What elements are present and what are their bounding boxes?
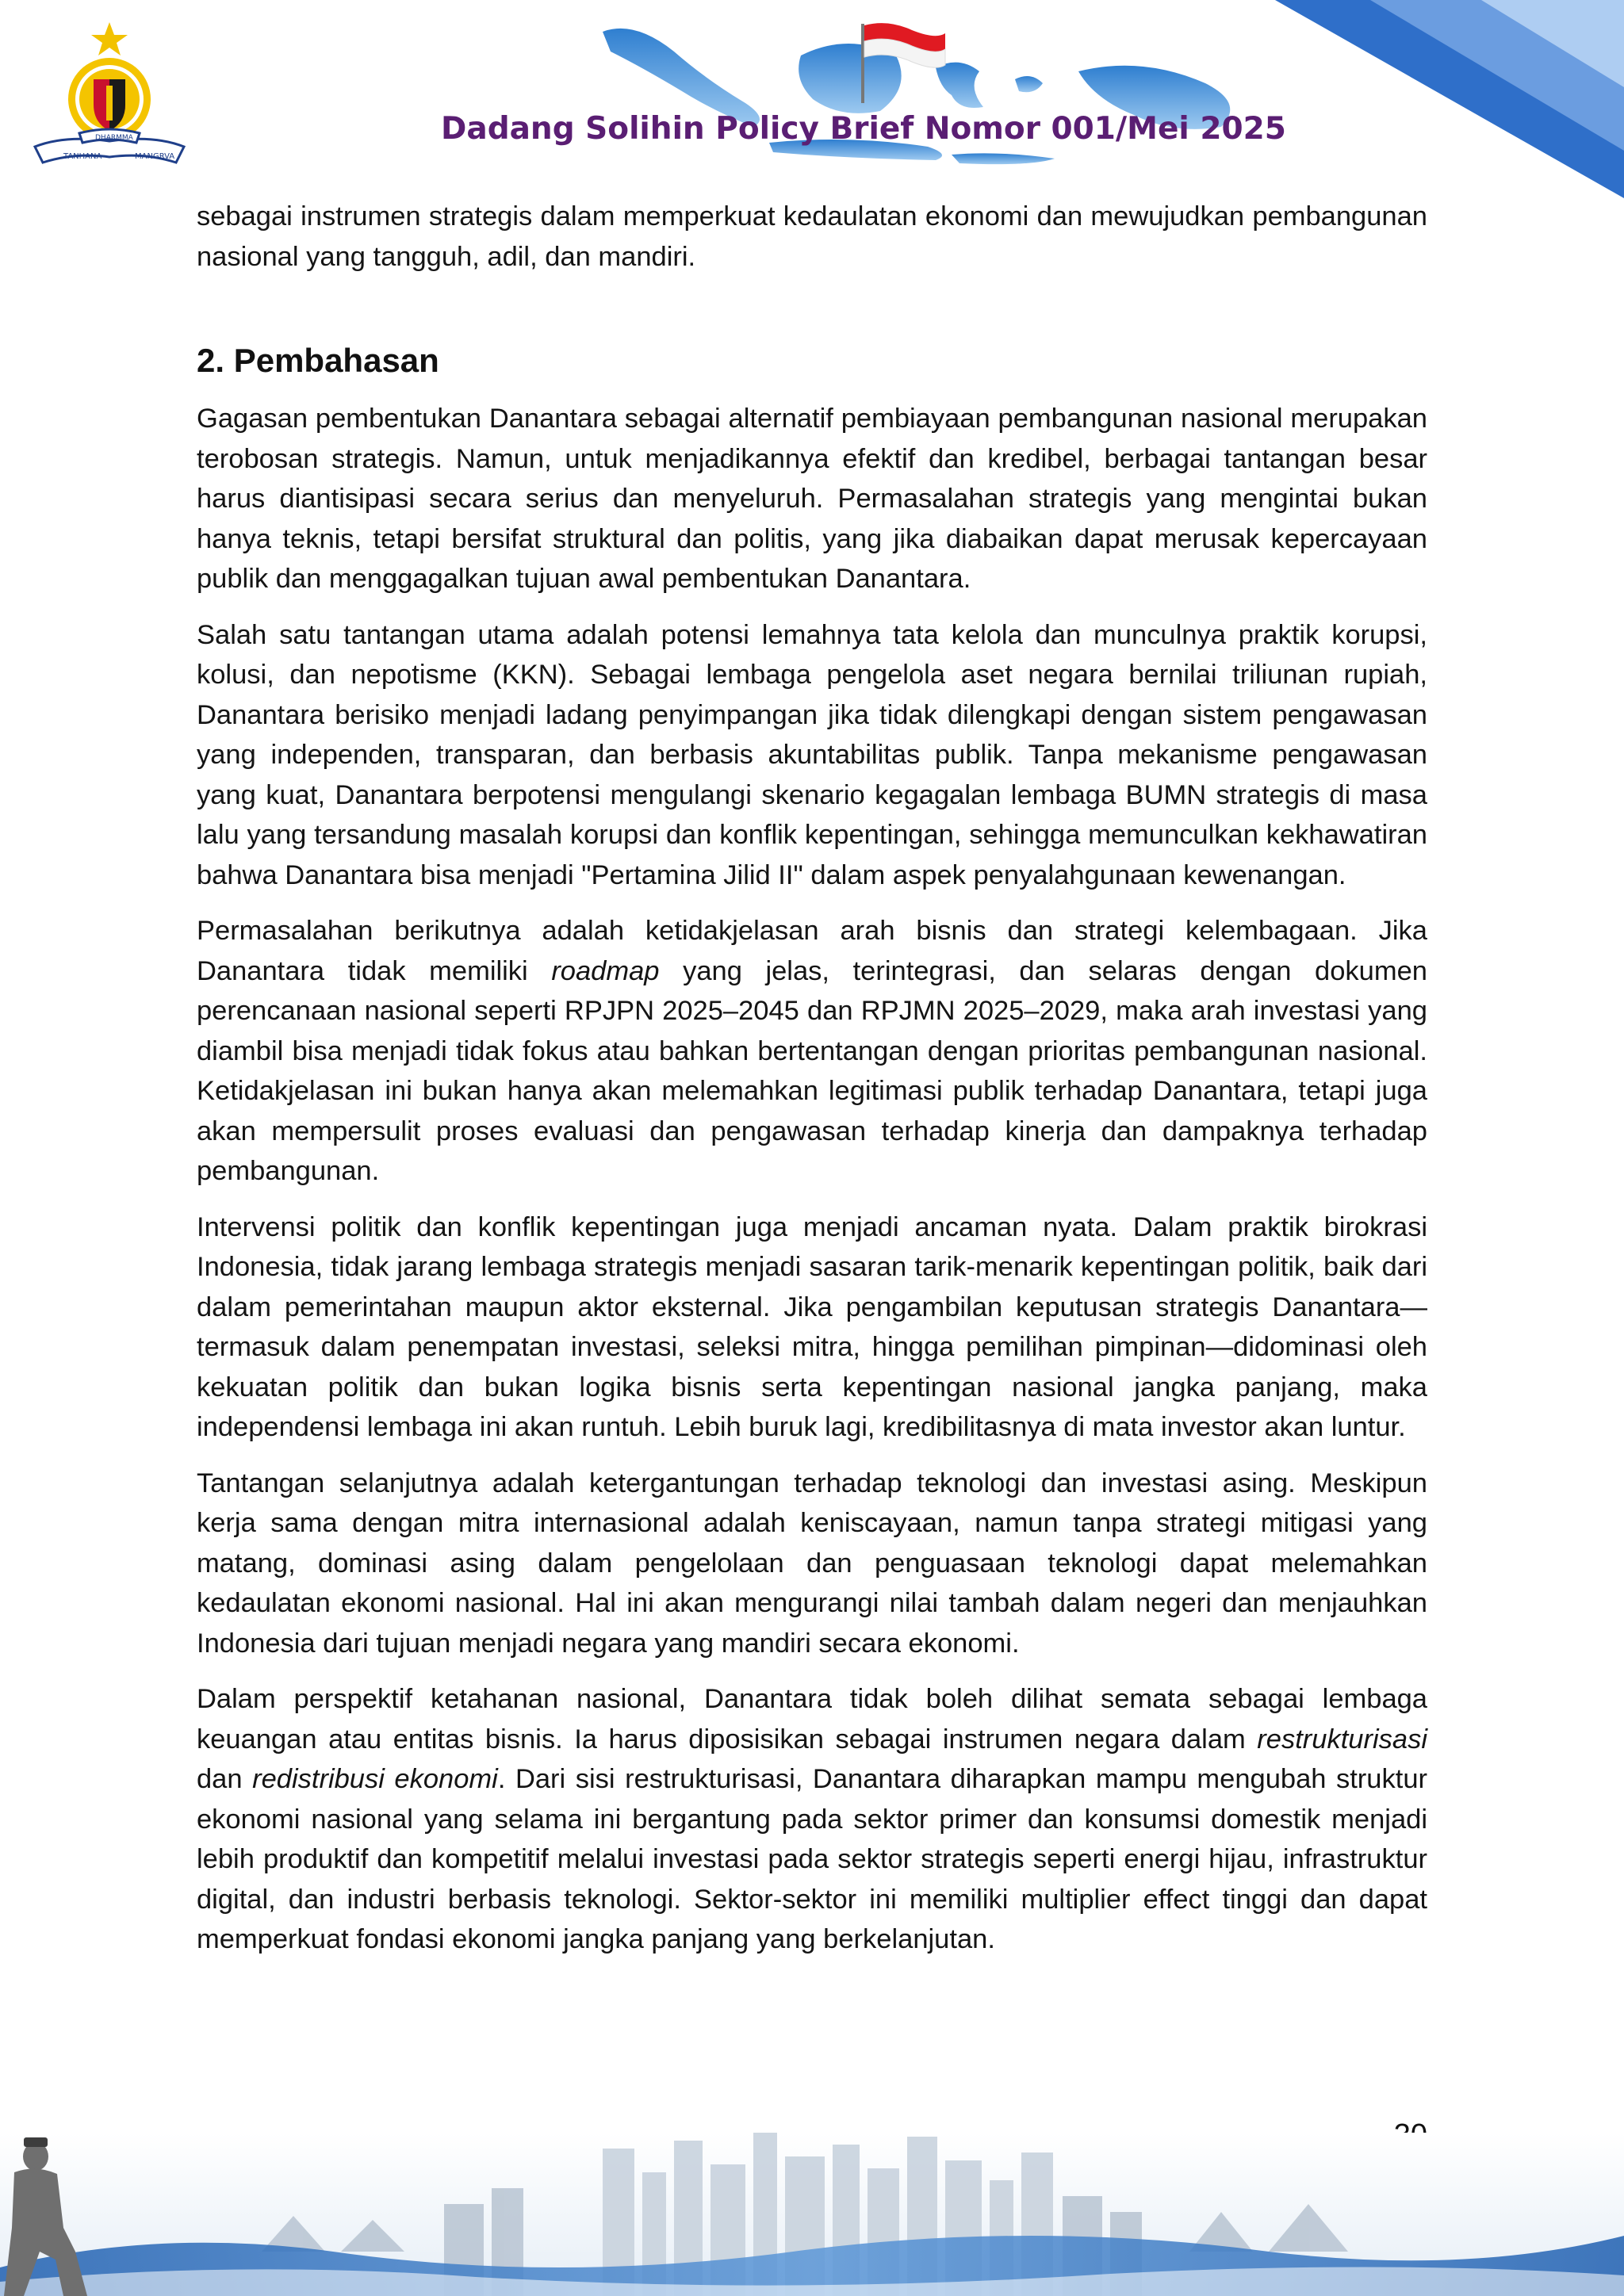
brief-title: Dadang Solihin Policy Brief Nomor 001/Mei 2025 <box>441 111 1286 147</box>
military-emblem-icon <box>17 16 192 174</box>
paragraph-6-emphasis-1: restrukturisasi <box>1257 1724 1427 1755</box>
paragraph-3 <box>197 911 1427 1192</box>
paragraph-6-text-b: dan <box>197 1764 253 1794</box>
emblem-ribbon-top: DHARMMA <box>95 134 133 142</box>
paragraph-6-text-a: Dalam perspektif ketahanan nasional, Danantara tidak boleh dilihat semata sebagai lembaga keuangan atau entitas bisnis. Ia harus diposisikan sebagai instrumen negara dalam <box>197 1684 1427 1755</box>
paragraph-6-emphasis-2: redistribusi ekonomi <box>252 1764 498 1794</box>
paragraph-6 <box>197 1679 1427 1960</box>
emblem-ribbon-left: TANHANA <box>63 152 102 161</box>
paragraph-3-emphasis: roadmap <box>551 955 660 986</box>
paragraph-3-text-b: yang jelas, terintegrasi, dan selaras dengan dokumen perencanaan nasional seperti RPJPN 2025–2045 dan RPJMN 2025–2029, maka arah investasi yang diambil bisa menjadi tidak fokus atau bahkan bertentangan dengan prioritas pembangunan nasional. Ketidakjelasan ini bukan hanya akan melemahkan legitimasi publik terhadap Danantara, tetapi juga akan mempersulit proses evaluasi dan pengawasan terhadap kinerja dan dampaknya terhadap pembangunan. <box>197 955 1427 1186</box>
indonesia-map-flag-icon <box>587 8 1316 198</box>
paragraph-6-text-c: . Dari sisi restrukturisasi, Danantara diharapkan mampu mengubah struktur ekonomi nasional yang selama ini bergantung pada sektor primer dan konsumsi domestik menjadi lebih produktif dan kompetitif melalui investasi pada sektor strategis seperti energi hijau, infrastruktur digital, dan industri berbasis teknologi. Sektor-sektor ini memiliki multiplier effect tinggi dan dapat memperkuat fondasi ekonomi jangka panjang yang berkelanjutan. <box>197 1764 1427 1954</box>
paragraph-4: Intervensi politik dan konflik kepentingan juga menjadi ancaman nyata. Dalam praktik birokrasi Indonesia, tidak jarang lembaga strategis menjadi sasaran tarik-menarik kepentingan politik, baik dari dalam pemerintahan maupun aktor eksternal. Jika pengambilan keputusan strategis Danantara—termasuk dalam penempatan investasi, seleksi mitra, hingga pemilihan pimpinan—didominasi oleh kekuatan politik dan bukan logika bisnis serta kepentingan nasional jangka panjang, maka independensi lembaga ini akan runtuh. Lebih buruk lagi, kredibilitasnya di mata investor akan luntur. <box>197 1211 1427 1442</box>
page-header <box>0 0 1624 198</box>
city-skyline-illustration-icon <box>0 2133 1624 2296</box>
paragraph-5: Tantangan selanjutnya adalah ketergantungan terhadap teknologi dan investasi asing. Meskipun kerja sama dengan mitra internasional adalah keniscayaan, namun tanpa strategi mitigasi yang matang, dominasi asing dalam pengelolaan dan penguasaan teknologi dapat melemahkan kedaulatan ekonomi nasional. Hal ini akan mengurangi nilai tambah dalam negeri dan menjauhkan Indonesia dari tujuan menjadi negara yang mandiri secara ekonomi. <box>197 1468 1427 1659</box>
intro-paragraph: sebagai instrumen strategis dalam memperkuat kedaulatan ekonomi dan mewujudkan pembangunan nasional yang tangguh, adil, dan mandiri. <box>197 201 1427 272</box>
paragraph-2: Salah satu tantangan utama adalah potensi lemahnya tata kelola dan munculnya praktik korupsi, kolusi, dan nepotisme (KKN). Sebagai lembaga pengelola aset negara bernilai triliunan rupiah, Danantara berisiko menjadi ladang penyimpangan jika tidak dilengkapi dengan sistem pengawasan yang independen, transparan, dan berbasis akuntabilitas publik. Tanpa mekanisme pengawasan yang kuat, Danantara berpotensi mengulangi skenario kegagalan lembaga BUMN strategis di masa lalu yang tersandung masalah korupsi dan konflik kepentingan, sehingga memunculkan kekhawatiran bahwa Danantara bisa menjadi "Pertamina Jilid II" dalam aspek penyalahgunaan kewenangan. <box>197 619 1427 890</box>
corner-decoration-icon <box>1275 0 1624 198</box>
section-heading: 2. Pembahasan <box>197 342 439 379</box>
document-body <box>197 197 1427 1976</box>
paragraph-3-text-a: Permasalahan berikutnya adalah ketidakjelasan arah bisnis dan strategi kelembagaan. Jika Danantara tidak memiliki <box>197 916 1427 986</box>
emblem-ribbon-right: MANGRVA <box>135 152 175 161</box>
paragraph-1: Gagasan pembentukan Danantara sebagai alternatif pembiayaan pembangunan nasional merupakan terobosan strategis. Namun, untuk menjadikannya efektif dan kredibel, berbagai tantangan besar harus diantisipasi secara serius dan menyeluruh. Permasalahan strategis yang mengintai bukan hanya teknis, tetapi bersifat struktural dan politis, yang jika diabaikan dapat merusak kepercayaan publik dan menggagalkan tujuan awal pembentukan Danantara. <box>197 404 1427 594</box>
